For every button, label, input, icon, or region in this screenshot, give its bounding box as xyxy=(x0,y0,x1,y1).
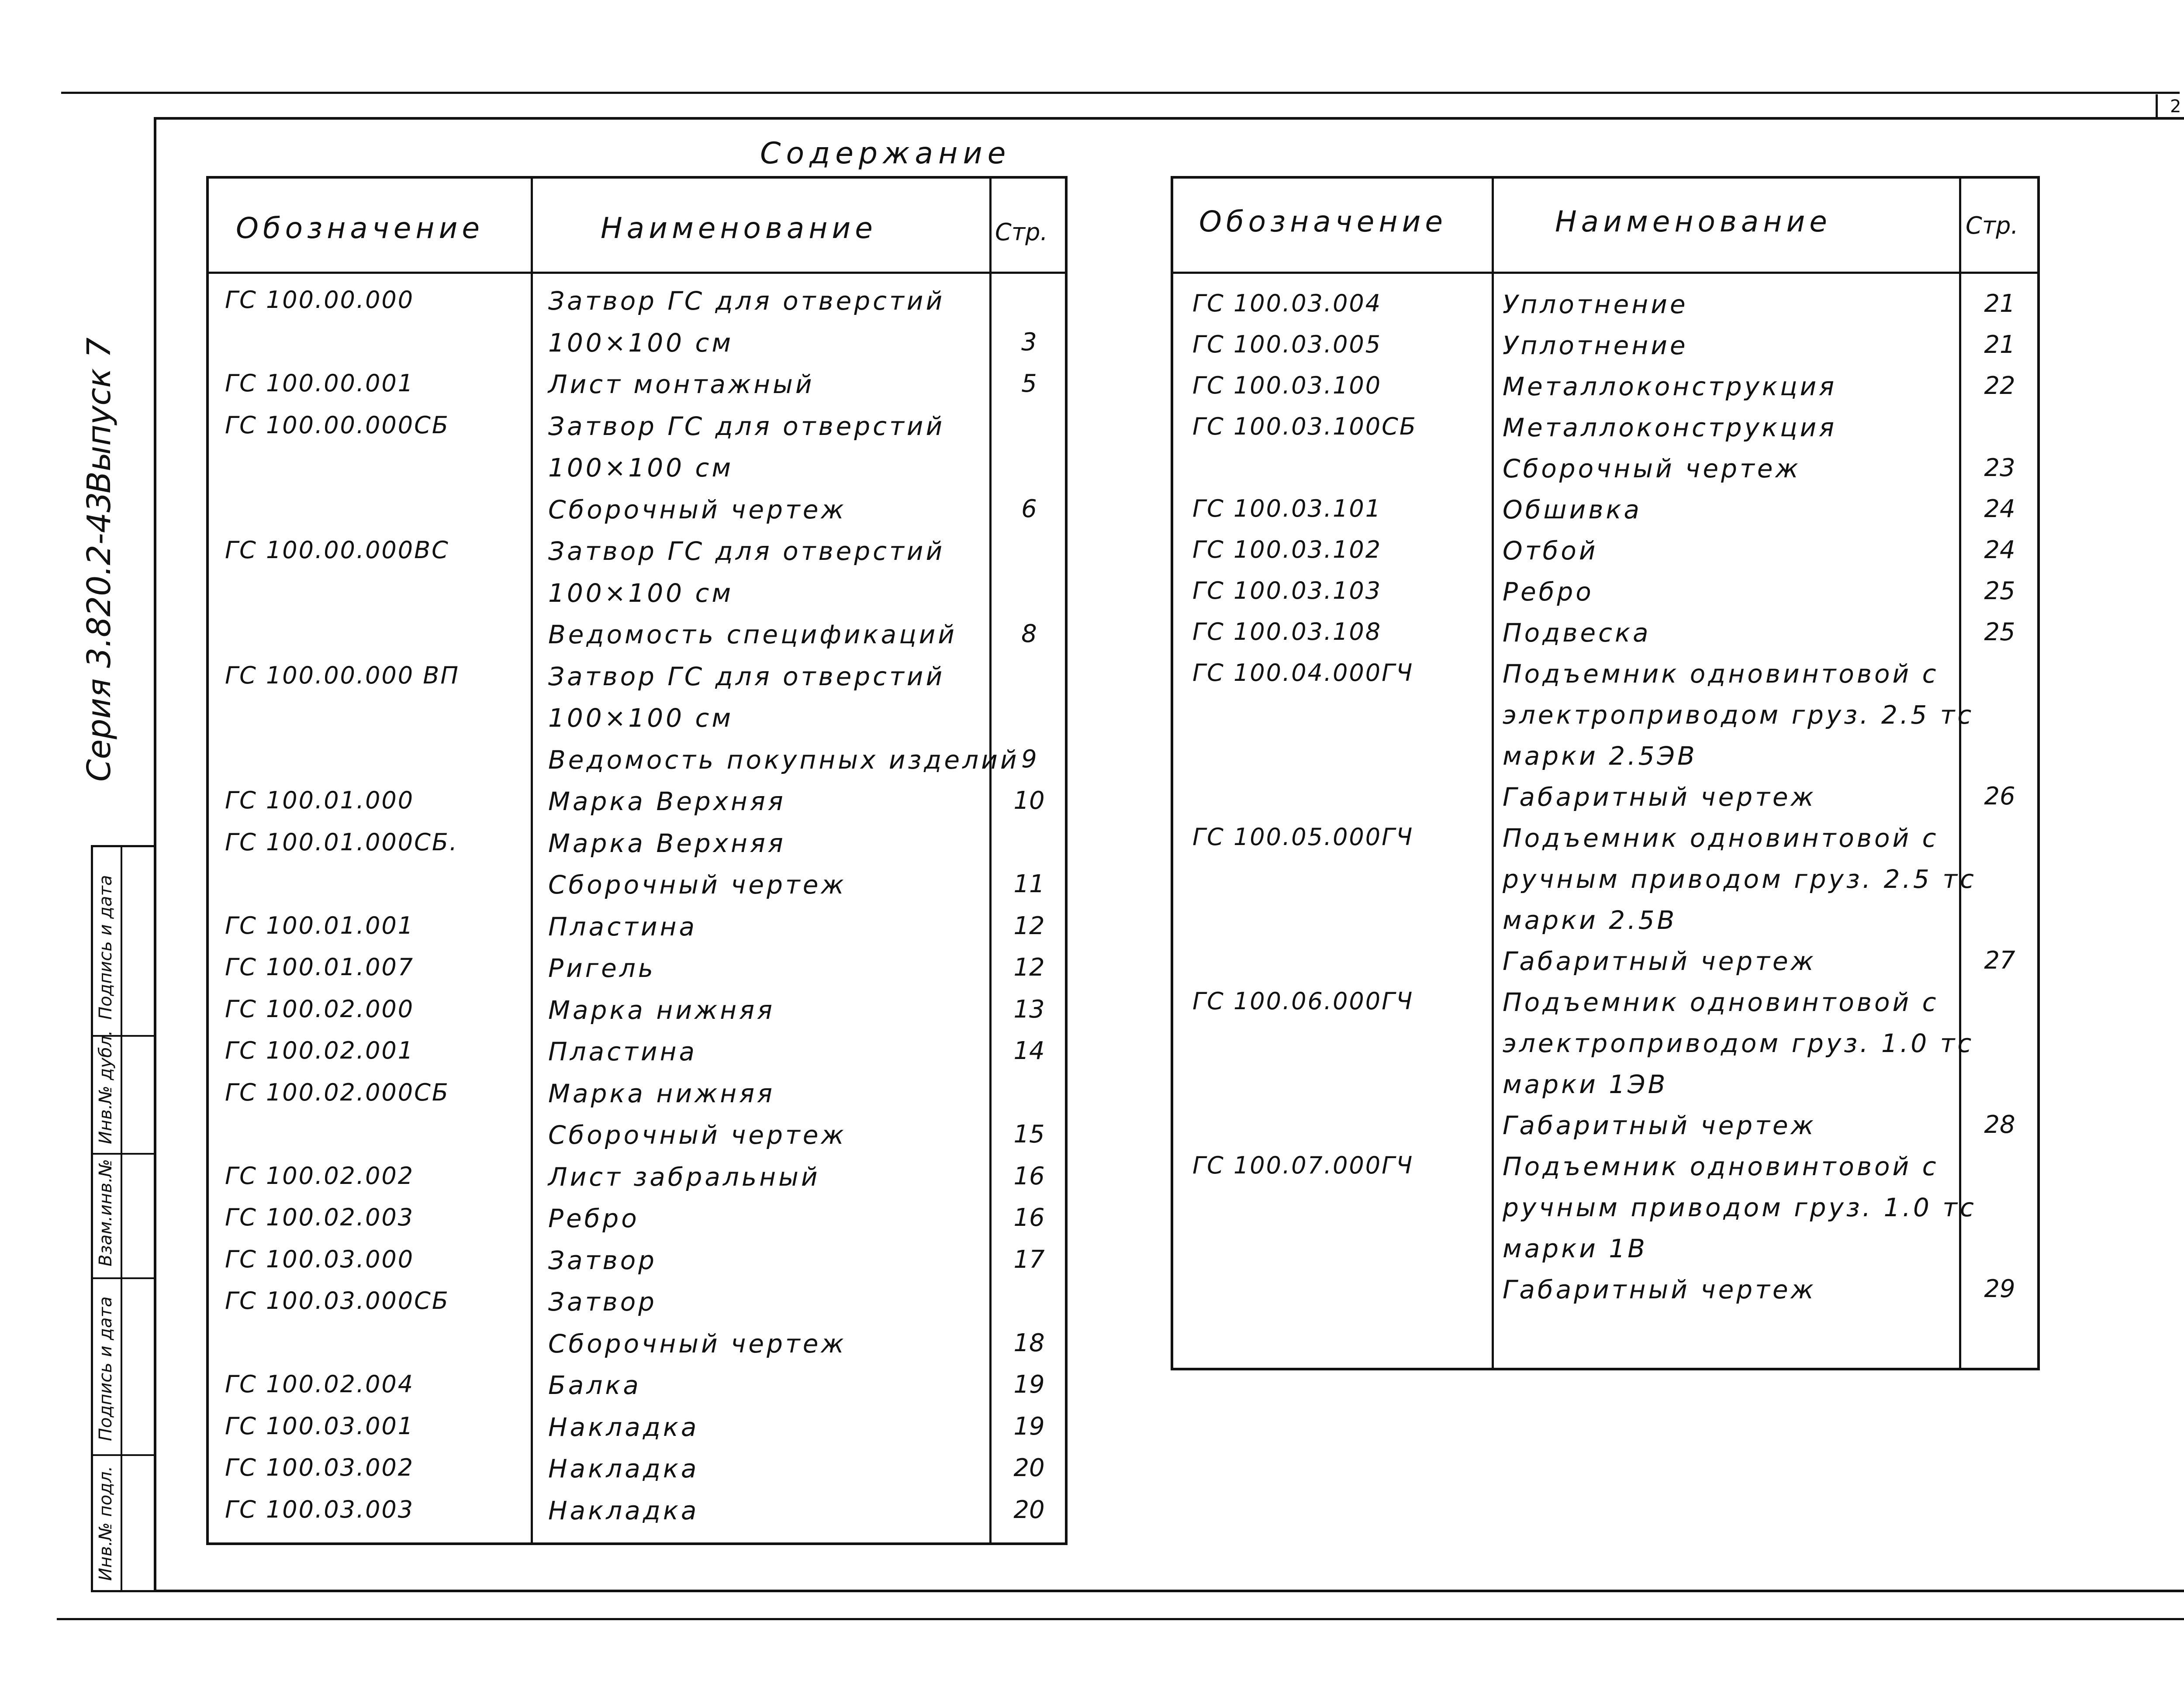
left-header-name: Наименование xyxy=(601,211,877,245)
row-designation: ГС 100.00.000 xyxy=(225,286,415,314)
row-name: Ригель xyxy=(548,953,656,983)
row-designation: ГС 100.03.005 xyxy=(1192,331,1382,358)
page-title: Содержание xyxy=(760,136,1011,171)
row-name: Подъемник одновинтовой с xyxy=(1503,659,1939,689)
row-name: Подвеска xyxy=(1503,618,1651,648)
row-page: 24 xyxy=(1984,495,2015,523)
row-page: 24 xyxy=(1984,536,2015,564)
row-page: 16 xyxy=(1013,1162,1045,1190)
row-name: Марка нижняя xyxy=(548,1078,775,1108)
row-name: Металлоконструкция xyxy=(1503,372,1837,401)
row-name: Подъемник одновинтовой с xyxy=(1503,823,1939,853)
row-name: Габаритный чертеж xyxy=(1503,1111,1816,1140)
row-page: 27 xyxy=(1984,946,2015,975)
row-name: Сборочный чертеж xyxy=(548,494,847,524)
row-name: Накладка xyxy=(548,1454,699,1483)
row-designation: ГС 100.00.000ВС xyxy=(225,536,449,564)
page-number-box xyxy=(2156,94,2184,119)
row-designation: ГС 100.03.000 xyxy=(225,1245,415,1273)
row-name: Накладка xyxy=(548,1412,699,1442)
left-header-page: Стр. xyxy=(995,218,1048,246)
row-designation: ГС 100.01.000СБ. xyxy=(225,828,459,856)
stamp-sign-date-1: Подпись и дата xyxy=(96,875,116,1020)
row-name: марки 1В xyxy=(1503,1234,1648,1263)
row-name: Затвор xyxy=(548,1245,657,1275)
row-page: 12 xyxy=(1013,911,1045,940)
row-page: 21 xyxy=(1984,290,2015,318)
issue-label: Выпуск 7 xyxy=(80,337,118,493)
row-page: 28 xyxy=(1984,1111,2015,1139)
row-name: 100×100 см xyxy=(548,578,734,608)
row-name: Ведомость спецификаций xyxy=(548,620,957,649)
row-name: ручным приводом груз. 1.0 тс xyxy=(1503,1193,1977,1222)
row-page: 29 xyxy=(1984,1275,2015,1303)
row-designation: ГС 100.01.001 xyxy=(225,911,415,939)
series-label: Серия 3.820.2-43 xyxy=(80,492,118,782)
row-page: 21 xyxy=(1984,331,2015,359)
row-name: Уплотнение xyxy=(1503,290,1688,319)
row-designation: ГС 100.07.000ГЧ xyxy=(1192,1152,1414,1179)
row-name: Сборочный чертеж xyxy=(548,1120,847,1150)
row-page: 14 xyxy=(1013,1037,1045,1065)
row-designation: ГС 100.02.002 xyxy=(225,1162,415,1190)
row-designation: ГС 100.03.102 xyxy=(1192,536,1382,563)
row-name: марки 2.5В xyxy=(1503,905,1677,935)
row-designation: ГС 100.00.000СБ xyxy=(225,411,449,439)
row-name: 100×100 см xyxy=(548,328,734,358)
row-page: 11 xyxy=(1013,870,1045,898)
row-page: 5 xyxy=(1021,369,1037,398)
row-page: 10 xyxy=(1013,787,1045,815)
row-name: Сборочный чертеж xyxy=(1503,454,1801,483)
row-name: Сборочный чертеж xyxy=(548,870,847,900)
row-designation: ГС 100.02.000 xyxy=(225,995,415,1023)
row-page: 15 xyxy=(1013,1120,1045,1149)
row-designation: ГС 100.03.002 xyxy=(225,1454,415,1481)
row-page: 9 xyxy=(1021,745,1037,773)
row-name: Затвор ГС для отверстий xyxy=(548,411,945,441)
row-page: 20 xyxy=(1013,1454,1045,1482)
row-page: 17 xyxy=(1013,1245,1045,1274)
row-name: Сборочный чертеж xyxy=(548,1328,847,1359)
row-name: Затвор ГС для отверстий xyxy=(548,661,945,691)
row-page: 3 xyxy=(1021,328,1037,356)
row-designation: ГС 100.00.000 ВП xyxy=(225,661,460,689)
row-name: марки 1ЭВ xyxy=(1503,1069,1668,1099)
left-table-divider-2 xyxy=(989,176,992,1545)
row-name: Марка Верхняя xyxy=(548,828,786,858)
row-name: Ребро xyxy=(548,1204,639,1233)
row-page: 25 xyxy=(1984,618,2015,646)
row-name: Марка Верхняя xyxy=(548,787,786,816)
stamp-vzam: Взам.инв.№ xyxy=(96,1159,116,1266)
stamp-dubl: Инв.№ дубл. xyxy=(96,1030,116,1144)
right-table-header-line xyxy=(1171,272,2040,274)
row-name: Ведомость покупных изделий xyxy=(548,745,1019,775)
row-designation: ГС 100.03.003 xyxy=(225,1495,415,1523)
row-name: Обшивка xyxy=(1503,495,1642,524)
row-name: Балка xyxy=(548,1370,641,1400)
row-name: 100×100 см xyxy=(548,453,734,483)
row-designation: ГС 100.03.100СБ xyxy=(1192,413,1417,440)
row-name: марки 2.5ЭВ xyxy=(1503,741,1697,771)
row-page: 13 xyxy=(1013,995,1045,1024)
row-page: 19 xyxy=(1013,1412,1045,1441)
row-designation: ГС 100.02.004 xyxy=(225,1370,415,1398)
row-designation: ГС 100.01.007 xyxy=(225,953,415,981)
row-name: электроприводом груз. 2.5 тс xyxy=(1503,700,1974,730)
row-name: 100×100 см xyxy=(548,703,734,733)
row-designation: ГС 100.01.000 xyxy=(225,787,415,814)
row-name: Ребро xyxy=(1503,577,1594,607)
row-name: Лист забральный xyxy=(548,1162,820,1192)
left-table-divider-1 xyxy=(531,176,533,1545)
row-designation: ГС 100.02.003 xyxy=(225,1204,415,1231)
row-page: 6 xyxy=(1021,494,1037,523)
row-page: 22 xyxy=(1984,372,2015,400)
row-page: 8 xyxy=(1021,620,1037,648)
row-page: 12 xyxy=(1013,953,1045,982)
row-designation: ГС 100.03.001 xyxy=(225,1412,415,1440)
row-designation: ГС 100.04.000ГЧ xyxy=(1192,659,1414,687)
row-page: 26 xyxy=(1984,782,2015,811)
right-table-divider-2 xyxy=(1959,176,1961,1370)
row-designation: ГС 100.02.000СБ xyxy=(225,1078,449,1106)
row-page: 16 xyxy=(1013,1204,1045,1232)
row-name: Уплотнение xyxy=(1503,331,1688,360)
row-page: 20 xyxy=(1013,1495,1045,1524)
left-header-designation: Обозначение xyxy=(236,211,484,245)
row-name: Габаритный чертеж xyxy=(1503,1275,1816,1304)
row-name: Подъемник одновинтовой с xyxy=(1503,1152,1939,1181)
row-designation: ГС 100.03.108 xyxy=(1192,618,1382,645)
row-name: Накладка xyxy=(548,1495,699,1525)
row-designation: ГС 100.03.000СБ xyxy=(225,1287,449,1314)
row-designation: ГС 100.03.004 xyxy=(1192,290,1382,317)
row-page: 19 xyxy=(1013,1370,1045,1399)
stamp-sign-date-2: Подпись и дата xyxy=(96,1296,116,1441)
row-name: Затвор ГС для отверстий xyxy=(548,536,945,566)
row-name: Габаритный чертеж xyxy=(1503,946,1816,976)
row-designation: ГС 100.02.001 xyxy=(225,1037,415,1064)
right-table-divider-1 xyxy=(1492,176,1494,1370)
row-designation: ГС 100.03.103 xyxy=(1192,577,1382,604)
row-name: Габаритный чертеж xyxy=(1503,782,1816,812)
row-page: 18 xyxy=(1013,1328,1045,1357)
row-designation: ГС 100.06.000ГЧ xyxy=(1192,987,1414,1015)
top-edge-line xyxy=(61,92,2180,94)
row-page: 23 xyxy=(1984,454,2015,482)
page-number: 2 xyxy=(2170,97,2181,117)
row-name: электроприводом груз. 1.0 тс xyxy=(1503,1028,1974,1058)
row-designation: ГС 100.00.001 xyxy=(225,369,415,397)
bottom-edge-line xyxy=(57,1618,2184,1620)
row-designation: ГС 100.03.100 xyxy=(1192,372,1382,399)
row-name: Затвор ГС для отверстий xyxy=(548,286,945,316)
left-table-header-line xyxy=(206,272,1068,274)
right-header-page: Стр. xyxy=(1966,212,2018,239)
row-name: Подъемник одновинтовой с xyxy=(1503,987,1939,1017)
row-name: Отбой xyxy=(1503,536,1598,566)
row-name: ручным приводом груз. 2.5 тс xyxy=(1503,864,1977,894)
row-name: Лист монтажный xyxy=(548,369,815,399)
row-designation: ГС 100.03.101 xyxy=(1192,495,1382,522)
right-header-name: Наименование xyxy=(1555,205,1832,238)
row-name: Марка нижняя xyxy=(548,995,775,1025)
row-name: Металлоконструкция xyxy=(1503,413,1837,442)
row-name: Пластина xyxy=(548,911,698,942)
row-name: Пластина xyxy=(548,1037,698,1066)
row-designation: ГС 100.05.000ГЧ xyxy=(1192,823,1414,851)
stamp-podl: Инв.№ подл. xyxy=(96,1466,116,1581)
row-page: 25 xyxy=(1984,577,2015,605)
row-name: Затвор xyxy=(548,1287,657,1317)
right-header-designation: Обозначение xyxy=(1199,205,1447,238)
